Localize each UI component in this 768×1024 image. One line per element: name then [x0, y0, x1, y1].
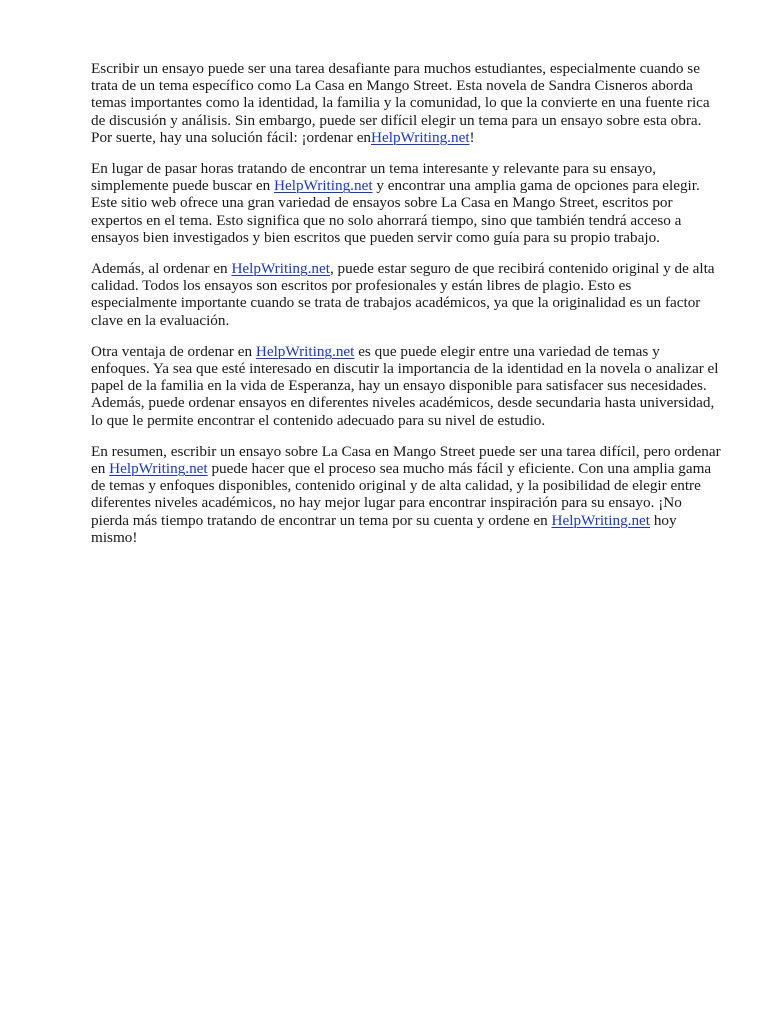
- paragraph-1: [91, 60, 721, 146]
- helpwriting-link[interactable]: HelpWriting.net: [109, 460, 208, 478]
- paragraph-text: , puede estar seguro de que recibirá contenido original y de alta calidad. Todos los ensayos son escritos por profesionales y están libres de plagio. Esto es especialmente importante cuando se trata de trabajos académicos, ya que la originalidad es un factor clave en la evaluación.: [91, 260, 715, 329]
- paragraph-text: En resumen, escribir un ensayo sobre La Casa en Mango Street puede ser una tarea difícil, pero ordenar en: [91, 442, 721, 478]
- paragraph-3: [91, 260, 721, 329]
- paragraph-text: Además, al ordenar en: [91, 260, 232, 278]
- paragraph-text: puede hacer que el proceso sea mucho más fácil y eficiente. Con una amplia gama de temas y enfoques disponibles, contenido original y de alta calidad, y la posibilidad de elegir entre diferentes niveles académicos, no hay mejor lugar para encontrar inspiración para su ensayo. ¡No pierda más tiempo tratando de encontrar un tema por su cuenta y ordene en: [91, 460, 712, 529]
- helpwriting-link[interactable]: HelpWriting.net: [274, 177, 373, 195]
- paragraph-text: !: [469, 128, 475, 146]
- paragraph-text: y encontrar una amplia gama de opciones para elegir. Este sitio web ofrece una gran variedad de ensayos sobre La Casa en Mango Street, escritos por expertos en el tema. Esto significa que no solo ahorrará tiempo, sino que también tendrá acceso a ensayos bien investigados y bien escritos que pueden servir como guía para su propio trabajo.: [91, 177, 700, 246]
- paragraph-text: Otra ventaja de ordenar en: [91, 342, 256, 360]
- paragraph-4: [91, 343, 721, 429]
- helpwriting-link[interactable]: HelpWriting.net: [231, 260, 330, 278]
- helpwriting-link[interactable]: HelpWriting.net: [551, 511, 651, 529]
- paragraph-text: es que puede elegir entre una variedad de temas y enfoques. Ya sea que esté interesado en discutir la importancia de la identidad en la novela o analizar el papel de la familia en la vida de Esperanza, hay un ensayo disponible para satisfacer sus necesidades. Además, puede ordenar ensayos en diferentes niveles académicos, desde secundaria hasta universidad, lo que le permite encontrar el contenido adecuado para su nivel de estudio.: [91, 342, 719, 429]
- helpwriting-link[interactable]: HelpWriting.net: [371, 128, 470, 146]
- document-page: [91, 60, 721, 560]
- paragraph-5: [91, 443, 721, 546]
- paragraph-2: [91, 160, 721, 246]
- paragraph-text: hoy mismo!: [91, 511, 677, 546]
- paragraph-text: Escribir un ensayo puede ser una tarea desafiante para muchos estudiantes, especialmente cuando se trata de un tema específico como La Casa en Mango Street. Esta novela de Sandra Cisneros aborda temas importantes como la identidad, la familia y la comunidad, lo que la convierte en una fuente rica de discusión y análisis. Sin embargo, puede ser difícil elegir un tema para un ensayo sobre esta obra. Por suerte, hay una solución fácil: ¡ordenar en: [91, 60, 710, 146]
- paragraph-text: En lugar de pasar horas tratando de encontrar un tema interesante y relevante para su ensayo, simplemente puede buscar en: [91, 160, 657, 195]
- helpwriting-link[interactable]: HelpWriting.net: [255, 342, 355, 360]
